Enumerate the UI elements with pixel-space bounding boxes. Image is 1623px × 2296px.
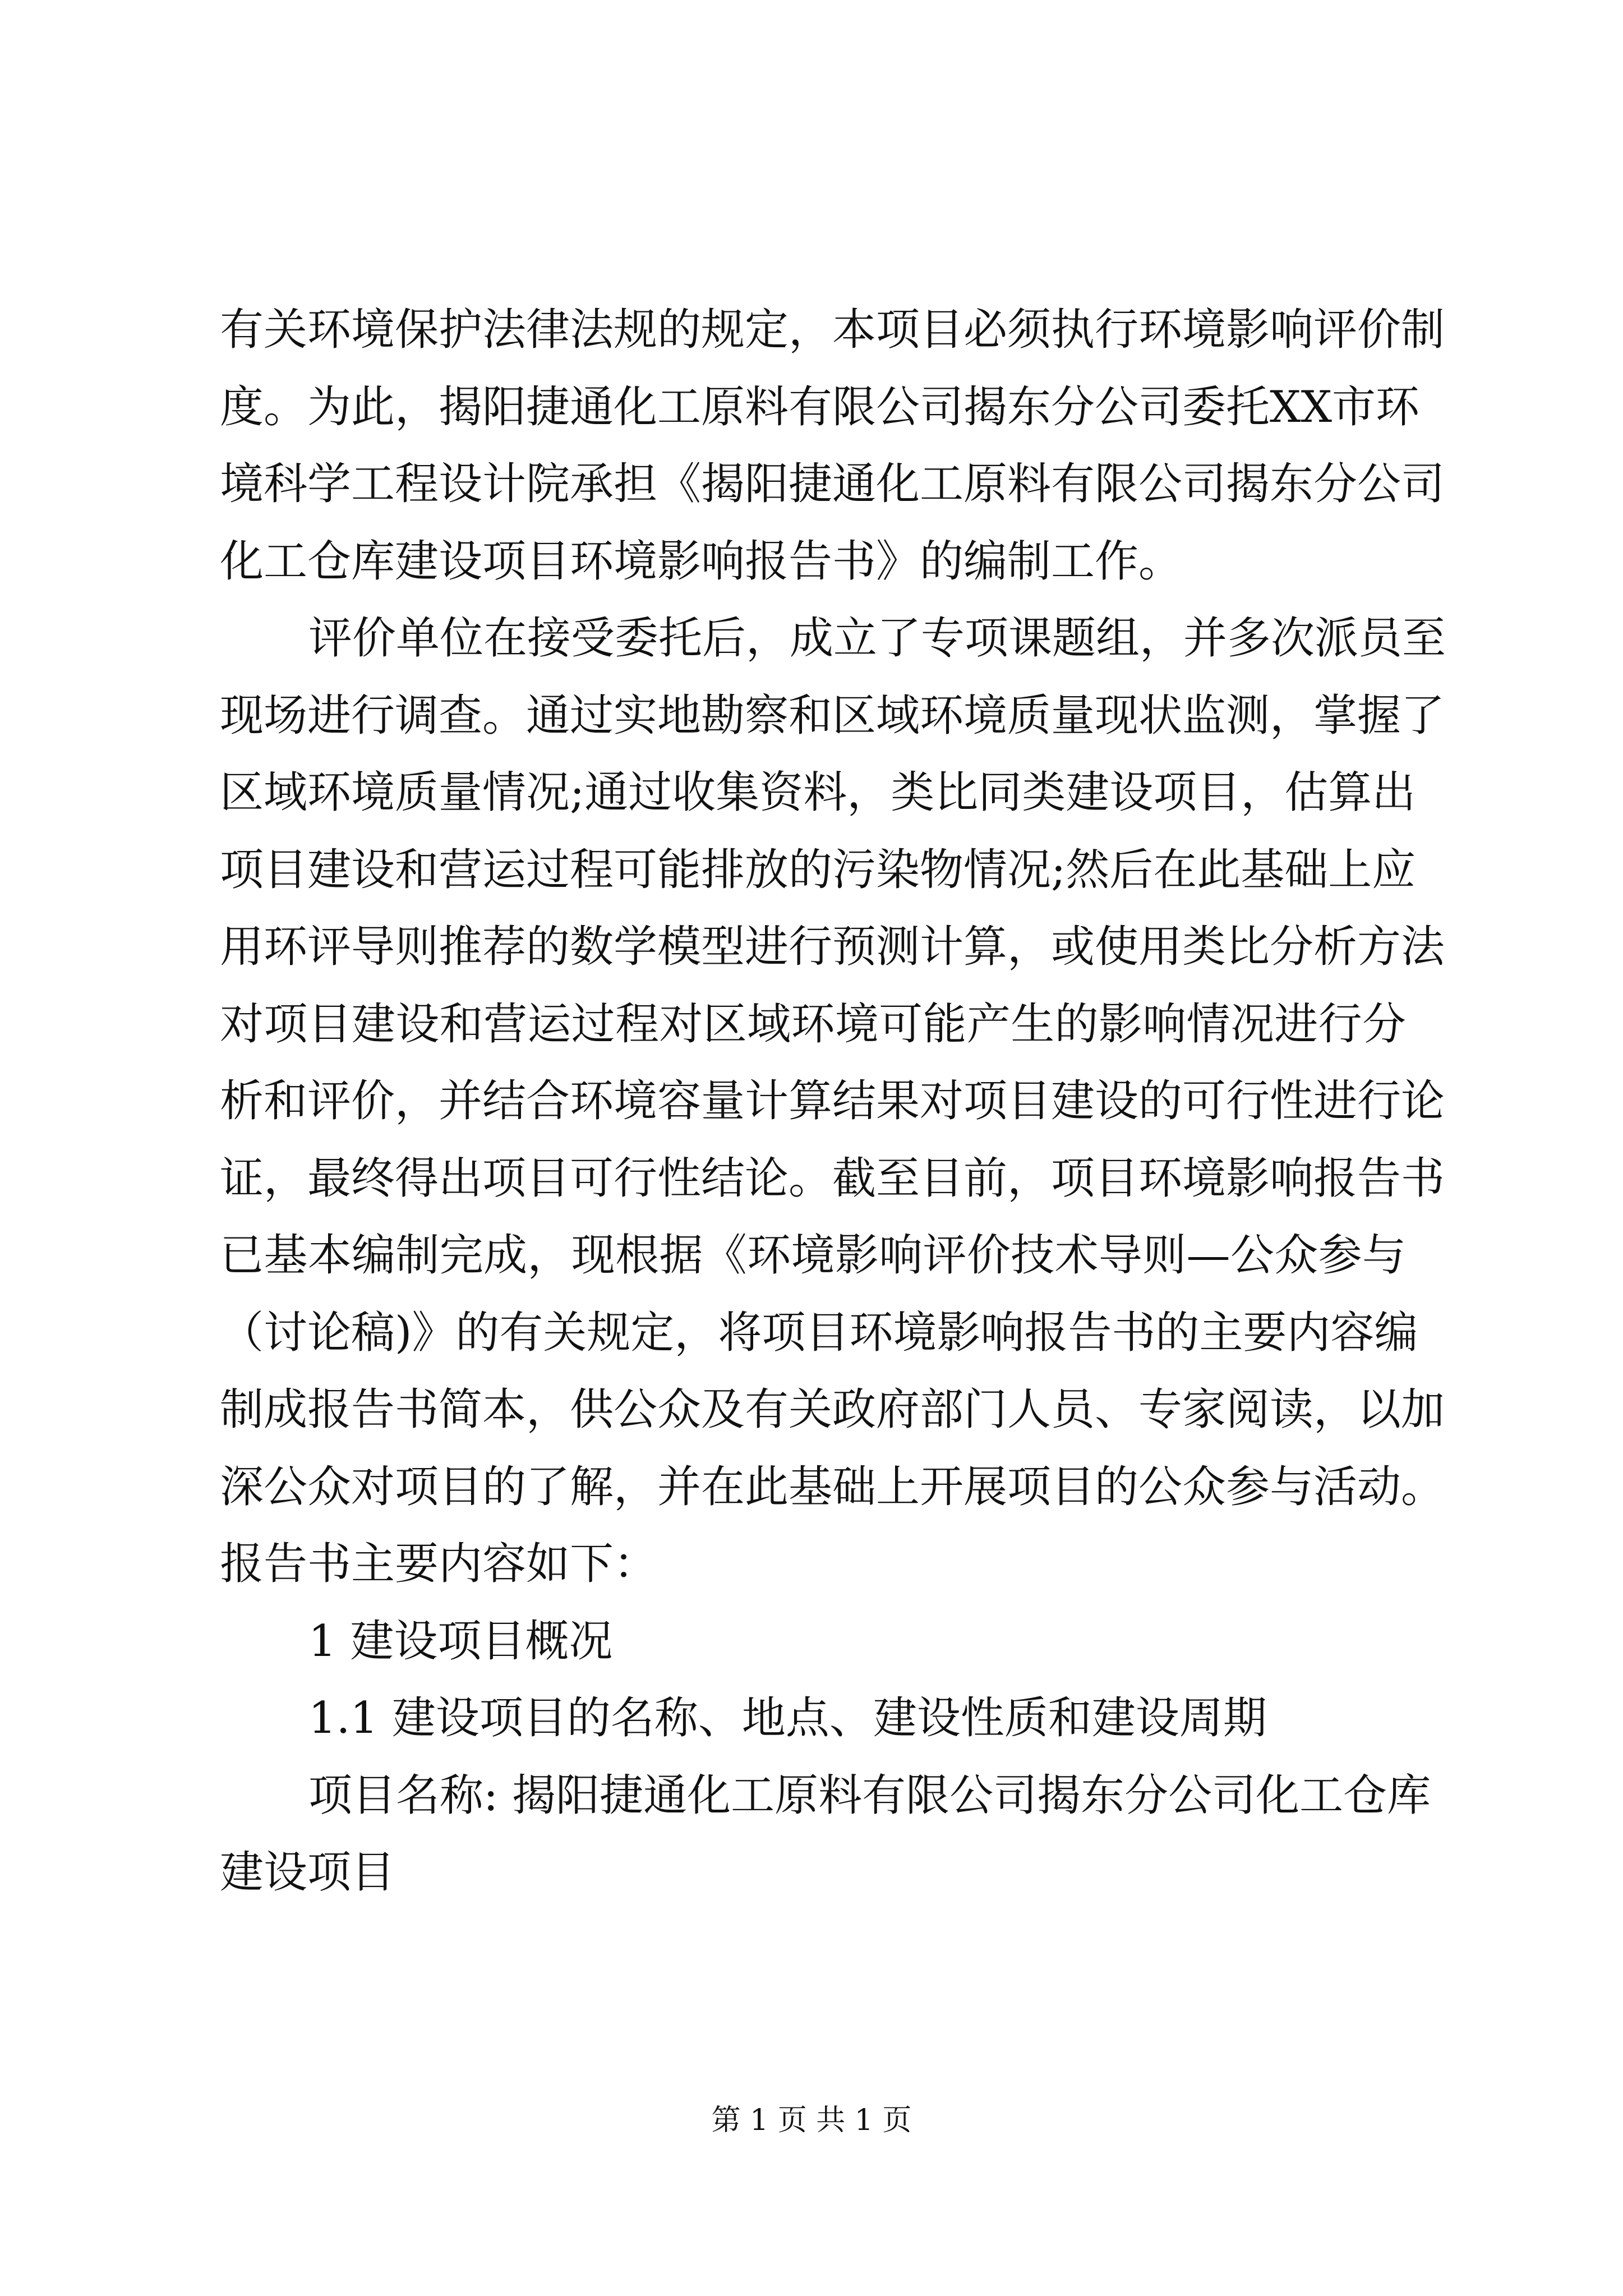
text-line: 证，最终得出项目可行性结论。截至目前，项目环境影响报告书 <box>220 1153 1445 1204</box>
document-body <box>220 292 1446 1912</box>
text-line: 化工仓库建设项目环境影响报告书》的编制工作。 <box>220 536 1183 587</box>
text-line: （讨论稿)》的有关规定，将项目环境影响报告书的主要内容编 <box>220 1307 1418 1358</box>
text-line: 对项目建设和营运过程对区域环境可能产生的影响情况进行分 <box>220 999 1406 1050</box>
text-line: 项目建设和营运过程可能排放的污染物情况;然后在此基础上应 <box>220 844 1416 895</box>
text-line: 报告书主要内容如下： <box>220 1539 658 1589</box>
text-line: 1.1 建设项目的名称、地点、建设性质和建设周期 <box>308 1693 1267 1743</box>
text-line: 深公众对项目的了解，并在此基础上开展项目的公众参与活动。 <box>220 1461 1445 1512</box>
text-line: 制成报告书简本，供公众及有关政府部门人员、专家阅读，以加 <box>220 1384 1445 1435</box>
text-line: 境科学工程设计院承担《揭阳捷通化工原料有限公司揭东分公司 <box>220 459 1445 509</box>
text-line: 1 建设项目概况 <box>308 1616 613 1667</box>
text-line: 评价单位在接受委托后，成立了专项课题组，并多次派员至 <box>308 613 1446 664</box>
text-line: 度。为此，揭阳捷通化工原料有限公司揭东分公司委托XX市环 <box>220 381 1420 432</box>
text-line: 现场进行调查。通过实地勘察和区域环境质量现状监测，掌握了 <box>220 690 1445 741</box>
text-line: 有关环境保护法律法规的规定，本项目必须执行环境影响评价制 <box>220 305 1445 355</box>
text-line: 区域环境质量情况;通过收集资料，类比同类建设项目，估算出 <box>220 767 1416 818</box>
page-footer: 第 1 页 共 1 页 <box>711 2104 912 2137</box>
text-line: 析和评价，并结合环境容量计算结果对项目建设的可行性进行论 <box>220 1076 1445 1126</box>
text-line: 项目名称: 揭阳捷通化工原料有限公司揭东分公司化工仓库 <box>308 1770 1431 1821</box>
text-line: 已基本编制完成，现根据《环境影响评价技术导则—公众参与 <box>220 1230 1406 1281</box>
text-line: 用环评导则推荐的数学模型进行预测计算，或使用类比分析方法 <box>220 922 1445 972</box>
text-line: 建设项目 <box>220 1847 395 1898</box>
